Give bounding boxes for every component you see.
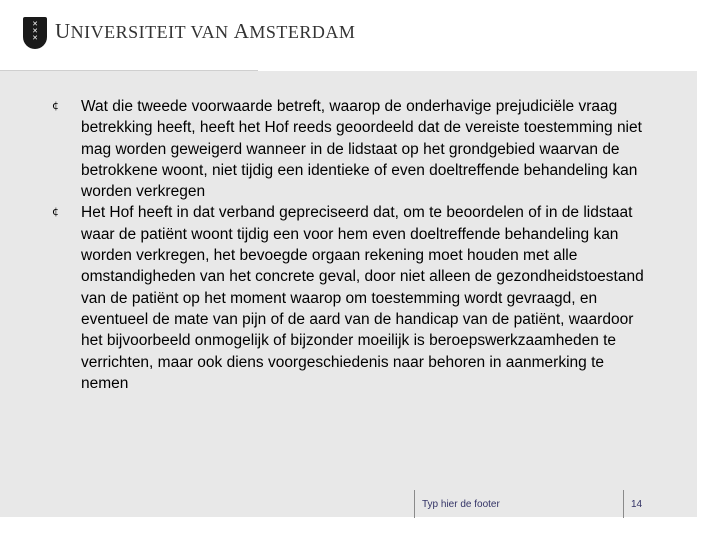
footer-text: Typ hier de footer — [422, 499, 500, 510]
uva-logo-icon: ✕ ✕ ✕ — [23, 17, 47, 49]
bullet-marker-icon: ¢ — [52, 205, 59, 219]
university-name: UNIVERSITEIT VAN AMSTERDAM — [55, 19, 356, 43]
bullet-item-2 — [52, 202, 652, 394]
slide-header — [0, 0, 720, 70]
footer-divider-right — [623, 490, 624, 518]
bullet-marker-icon: ¢ — [52, 99, 59, 112]
bullet-list — [52, 96, 652, 394]
bullet-text-1: Wat die tweede voorwaarde betreft, waarop de onderhavige prejudiciële vraag betrekking heeft, heeft het Hof reeds geoordeeld dat de vereiste toestemming niet mag worden geweigerd wanneer in de lidstaat op het grondgebied waarvan de betrokkene woont, niet tijdig een identieke of even doeltreffende behandeling kan worden verkregen — [81, 98, 642, 201]
footer-divider-left — [414, 490, 415, 518]
bullet-item-1 — [52, 96, 652, 202]
bullet-text-2: Het Hof heeft in dat verband gepreciseerd dat, om te beoordelen of in de lidstaat waar de patiënt woont tijdig een voor hem even doeltreffende behandeling kan worden verkregen, het bevoegde orgaan rekening moet houden met alle omstandigheden van het concrete geval, door niet alleen de gezondheidstoestand van de patiënt op het moment waarop om toestemming wordt gevraagd, en eventueel de mate van pijn of de aard van de handicap van de patiënt, waardoor het bijvoorbeeld onmogelijk of bijzonder moeilijk is beroepswerkzaamheden te verrichten, maar ook diens voorgeschiedenis naar behoren in aanmerking te nemen — [81, 204, 644, 392]
page-number: 14 — [631, 499, 643, 510]
